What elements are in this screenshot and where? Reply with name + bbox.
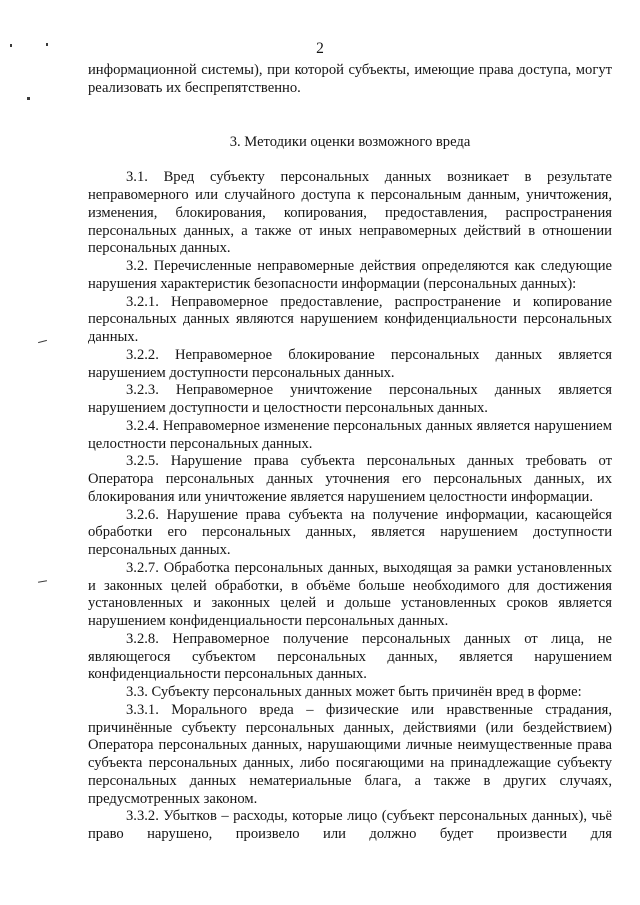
paragraph-3-3: 3.3. Субъекту персональных данных может быть причинён вред в форме: <box>126 684 582 700</box>
scan-speck <box>27 97 30 100</box>
section-title: 3. Методики оценки возможного вреда <box>229 133 471 150</box>
paragraph-3-2-4: 3.2.4. Неправомерное изменение персональных данных является нарушением целостности персональных данных. <box>88 417 612 452</box>
paragraph-3-2-8: 3.2.8. Неправомерное получение персональных данных от лица, не являющегося субъектом персональных данных, является нарушением конфиденциальности персональных данных. <box>88 630 612 683</box>
scan-speck <box>38 580 47 583</box>
paragraph-3-2-7: 3.2.7. Обработка персональных данных, выходящая за рамки установленных и законных целей обработки, в объёме больше необходимого для достижения установленных и законных целей и дольше установленных сроков является нарушением конфиденциальности персональных данных. <box>88 559 612 629</box>
document-body <box>88 62 612 844</box>
paragraph-3-1: 3.1. Вред субъекту персональных данных возникает в результате неправомерного или случайного доступа к персональным данным, уничтожения, изменения, блокирования, копирования, предоставления, распространения персональных данных, а также от иных неправомерных действий в отношении персональных данных. <box>88 169 612 257</box>
paragraph-3-2-3: 3.2.3. Неправомерное уничтожение персональных данных является нарушением доступности и целостности персональных данных. <box>88 382 612 416</box>
paragraph-3-2-2: 3.2.2. Неправомерное блокирование персональных данных является нарушением доступности персональных данных. <box>88 346 612 381</box>
paragraph-3-2: 3.2. Перечисленные неправомерные действия определяются как следующие нарушения характеристик безопасности информации (персональных данных): <box>88 258 612 292</box>
paragraph-3-2-5: 3.2.5. Нарушение права субъекта персональных данных требовать от Оператора персональных данных уточнения его персональных данных, их блокирования или уничтожение является нарушением целостности информации. <box>88 453 612 505</box>
paragraph-3-3-2: 3.3.2. Убытков – расходы, которые лицо (субъект персональных данных), чьё право нарушено, произвело или должно будет произвести для <box>88 808 612 842</box>
intro-paragraph: информационной системы), при которой субъекты, имеющие права доступа, могут реализовать их беспрепятственно. <box>88 62 612 96</box>
paragraph-3-3-1: 3.3.1. Морального вреда – физические или нравственные страдания, причинённые субъекту персональных данных, действиями (или бездействием) Оператора персональных данных, нарушающими личные неимущественные права субъекта персональных данных, либо посягающими на принадлежащие субъекту персональных данных нематериальные блага, а также в других случаях, предусмотренных законом. <box>88 701 612 807</box>
paragraph-3-2-1: 3.2.1. Неправомерное предоставление, распространение и копирование персональных данных являются нарушением конфиденциальности персональных данных. <box>88 293 612 345</box>
scan-speck <box>38 340 47 343</box>
paragraph-3-2-6: 3.2.6. Нарушение права субъекта на получение информации, касающейся обработки его персональных данных, является нарушением доступности персональных данных. <box>88 506 612 558</box>
page-number: 2 <box>316 40 324 57</box>
